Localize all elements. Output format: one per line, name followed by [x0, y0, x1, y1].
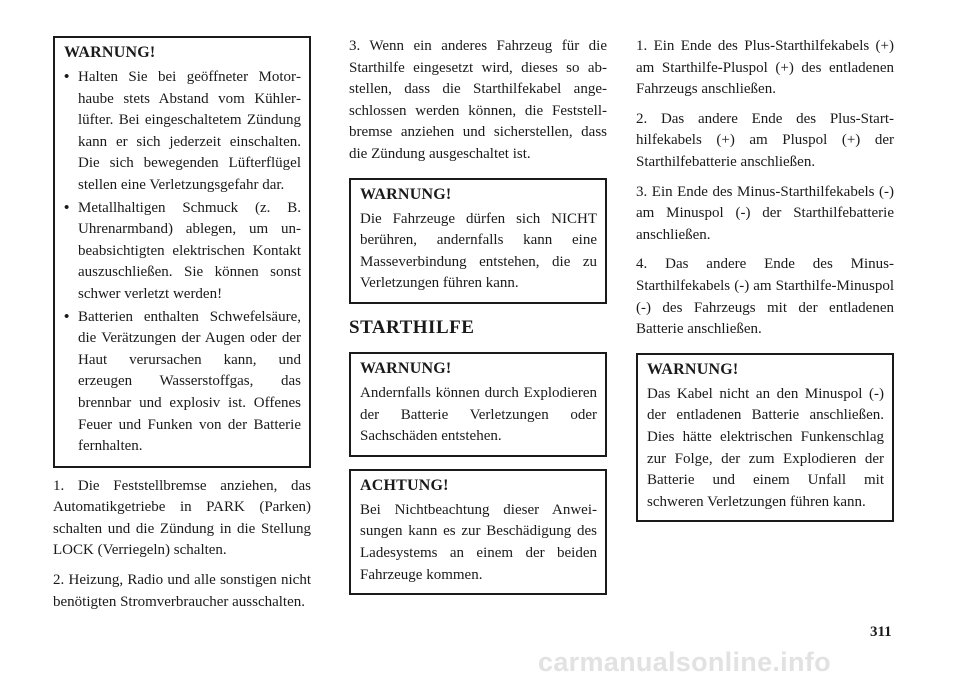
- warning-box-cooling-fan: [53, 36, 311, 468]
- column-middle: [349, 36, 607, 595]
- bullet-item: [64, 67, 301, 197]
- caution-text: Bei Nichtbeachtung dieser Anweisungen kann es zur Beschädigung des Ladesystems an einem der beiden Fahrzeuge kommen.: [360, 501, 597, 583]
- warning-title: WARNUNG!: [360, 185, 452, 203]
- jump-step-1-text: 1. Ein Ende des Plus-Starthilfekabels (+) am Starthilfe-Pluspol (+) des entladenen Fahrzeugs anschließen.: [636, 38, 894, 98]
- column-right: [636, 36, 894, 522]
- warning-text: Andernfalls können durch Explodieren der Batterie Verletzungen oder Sachschäden entstehen.: [360, 384, 597, 445]
- section-heading: STARTHILFE: [349, 316, 475, 338]
- bullet-item: [64, 307, 301, 458]
- jump-step-4-text: 4. Das andere Ende des Minus-Starthilfekabels (-) am Starthilfe-Minuspol (-) des Fahrzeugs mit der entladenen Batterie anschließen.: [636, 256, 894, 338]
- warning-text: Das Kabel nicht an den Minuspol (-) der entladenen Batterie anschließen. Dies hätte elektrischen Funkenschlag zur Folge, der zum Explodieren der Batterie und einem Unfall mit schweren Verletzungen führen kann.: [647, 385, 884, 510]
- warning-box-explosion: [349, 352, 607, 457]
- warning-box-negative-terminal: [636, 353, 894, 523]
- warning-title: WARNUNG!: [64, 44, 156, 61]
- warning-title: WARNUNG!: [647, 360, 739, 378]
- watermark: carmanualsonline.info: [538, 647, 831, 677]
- bullet-text: Metallhaltigen Schmuck (z. B. Uhrenarmband) ablegen, um unbeabsichtigten elektrischen Kontakt auszuschließen. Sie können sonst schwer verletzt werden!: [78, 199, 301, 302]
- warning-box-vehicles-contact: [349, 178, 607, 304]
- warning-bullet-list: [64, 67, 301, 458]
- step-2-text: 2. Heizung, Radio und alle sonstigen nicht benötigten Stromverbraucher ausschalten.: [53, 572, 311, 610]
- bullet-item: [64, 198, 301, 306]
- bullet-text: Halten Sie bei geöffneter Motorhaube stets Abstand vom Kühlerlüfter. Bei eingeschaltetem Zündung kann er sich jederzeit einschalten. Die sich bewegenden Lüfterflügel stellen eine Verletzungsgefahr dar.: [78, 69, 301, 193]
- column-left: [53, 36, 311, 613]
- bullet-dot-icon: •: [64, 69, 70, 85]
- bullet-dot-icon: •: [64, 199, 70, 216]
- page-number: 311: [870, 624, 892, 640]
- step-1-text: 1. Die Feststellbremse anziehen, das Automatikgetriebe in PARK (Parken) schalten und die Zündung in die Stellung LOCK (Verriegeln) schalten.: [53, 477, 311, 559]
- caution-box-charging-system: [349, 469, 607, 595]
- bullet-dot-icon: •: [64, 308, 70, 325]
- jump-step-3-text: 3. Ein Ende des Minus-Starthilfekabels (-) am Minuspol (-) der Starthilfebatterie anschließen.: [636, 183, 894, 243]
- caution-title: ACHTUNG!: [360, 476, 449, 494]
- warning-title: WARNUNG!: [360, 359, 452, 377]
- step-3-text: 3. Wenn ein anderes Fahrzeug für die Starthilfe eingesetzt wird, dieses so abstellen, dass die Starthilfekabel angeschlossen werden können, die Feststellbremse anziehen und sicherstellen, dass die Zündung ausgeschaltet ist.: [349, 38, 607, 162]
- jump-step-2-text: 2. Das andere Ende des Plus-Starthilfekabels (+) am Pluspol (+) der Starthilfebatterie anschließen.: [636, 110, 894, 170]
- warning-text: Die Fahrzeuge dürfen sich NICHT berühren, andernfalls kann eine Masseverbindung entstehen, die zu Verletzungen führen kann.: [360, 210, 597, 292]
- bullet-text: Batterien enthalten Schwefelsäure, die Verätzungen der Augen oder der Haut verursachen kann, und erzeugen Wasserstoffgas, das brennbar und explosiv ist. Offenes Feuer und Funken von der Batterie fernhalten.: [78, 308, 301, 455]
